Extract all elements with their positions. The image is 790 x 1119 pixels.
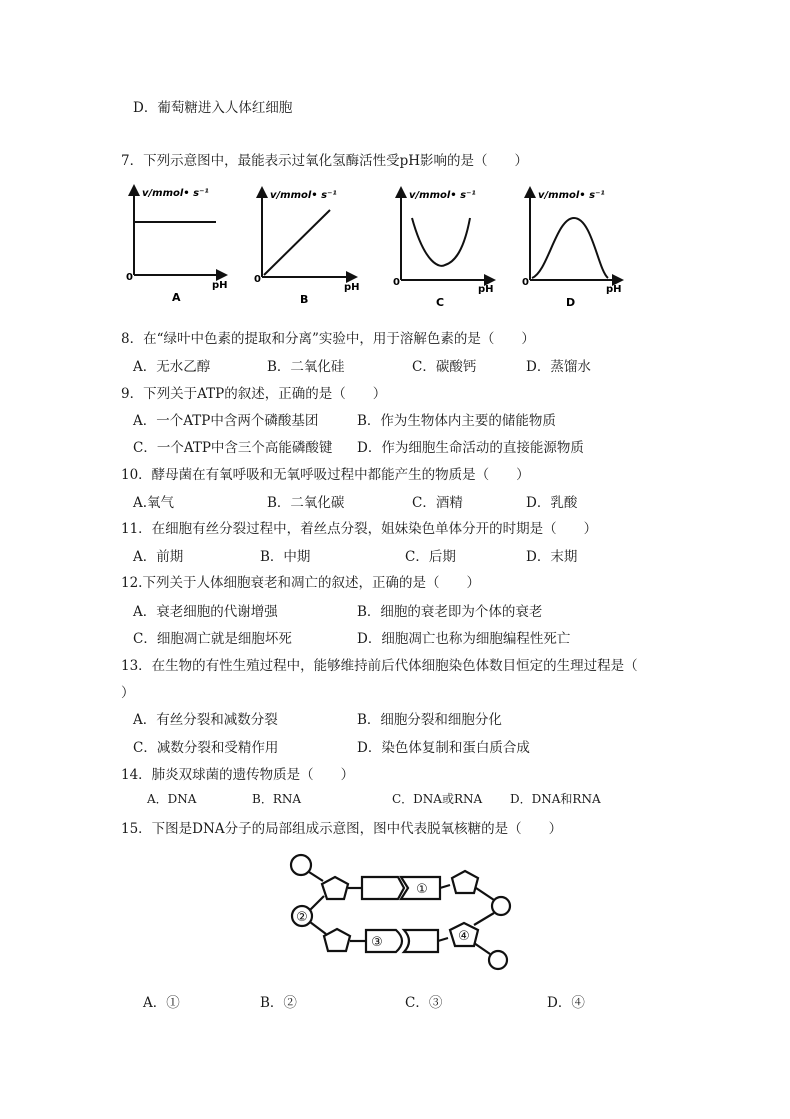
dna-diagram [280,848,540,978]
q9-option-d: D．作为细胞生命活动的直接能源物质 [357,440,584,456]
q13-option-a: A．有丝分裂和减数分裂 [133,712,278,728]
q12-option-b: B．细胞的衰老即为个体的衰老 [357,604,543,620]
q14-option-c: C．DNA或RNA [392,792,483,806]
q11-option-b: B．中期 [260,549,311,565]
graph-b-origin: 0 [254,274,261,285]
graph-d-xlabel: pH [606,284,622,295]
graph-c-xlabel: pH [478,284,494,295]
q7-stem: 7．下列示意图中，最能表示过氧化氢酶活性受pH影响的是（ ） [121,153,529,169]
q12-stem: 12.下列关于人体细胞衰老和凋亡的叙述，正确的是（ ） [121,575,480,591]
q7-graphs [0,180,790,320]
graph-d [522,190,622,309]
dna-label-3: ③ [371,935,383,950]
graph-a [126,188,228,304]
graph-c-origin: 0 [393,277,400,288]
graph-b [254,190,360,306]
graph-d-origin: 0 [522,277,529,288]
q10-option-d: D．乳酸 [526,495,578,511]
q14-option-d: D．DNA和RNA [510,792,601,806]
q11-stem: 11．在细胞有丝分裂过程中，着丝点分裂，姐妹染色单体分开的时期是（ ） [121,521,598,537]
graph-b-xlabel: pH [344,282,360,293]
q13-option-c: C．减数分裂和受精作用 [133,740,279,756]
q13-option-d: D．染色体复制和蛋白质合成 [357,740,530,756]
q15-option-b: B．② [260,995,297,1011]
graph-c-ylabel: v/mmol• s⁻¹ [409,190,476,201]
graph-a-origin: 0 [126,272,133,283]
q11-option-a: A．前期 [133,549,184,565]
graph-a-xlabel: pH [212,280,228,291]
q9-stem: 9．下列关于ATP的叙述，正确的是（ ） [121,386,387,402]
q6-option-d: D．葡萄糖进入人体红细胞 [133,100,293,116]
dna-label-4: ④ [458,929,470,944]
q11-option-d: D．末期 [526,549,578,565]
q10-option-c: C．酒精 [412,495,463,511]
q13-stem-cont: ） [121,685,135,701]
q13-option-b: B．细胞分裂和细胞分化 [357,712,502,728]
q15-stem: 15．下图是DNA分子的局部组成示意图，图中代表脱氧核糖的是（ ） [121,821,563,837]
q10-option-a: A.氧气 [133,495,175,511]
graph-d-ylabel: v/mmol• s⁻¹ [538,190,605,201]
q9-option-c: C．一个ATP中含三个高能磷酸键 [133,440,333,456]
q12-option-a: A．衰老细胞的代谢增强 [133,604,278,620]
q13-stem: 13．在生物的有性生殖过程中，能够维持前后代体细胞染色体数目恒定的生理过程是（ [121,658,638,674]
q10-option-b: B．二氧化碳 [267,495,345,511]
graph-b-label: B [300,293,309,306]
q14-stem: 14．肺炎双球菌的遗传物质是（ ） [121,767,355,783]
q11-option-c: C．后期 [405,549,456,565]
q14-option-b: B．RNA [252,792,302,806]
q15-option-d: D．④ [547,995,585,1011]
q8-option-a: A．无水乙醇 [133,359,211,375]
q9-option-b: B．作为生物体内主要的储能物质 [357,413,556,429]
graph-c-label: C [436,296,445,309]
graph-a-label: A [172,291,181,304]
q12-option-c: C．细胞凋亡就是细胞坏死 [133,631,292,647]
q10-stem: 10．酵母菌在有氧呼吸和无氧呼吸过程中都能产生的物质是（ ） [121,467,530,483]
q12-option-d: D．细胞凋亡也称为细胞编程性死亡 [357,631,571,647]
dna-label-1: ① [416,882,428,897]
q8-option-b: B．二氧化硅 [267,359,345,375]
graph-b-ylabel: v/mmol• s⁻¹ [270,190,337,201]
q15-option-c: C．③ [405,995,443,1011]
q9-option-a: A．一个ATP中含两个磷酸基团 [133,413,319,429]
graph-c [393,190,494,309]
q8-stem: 8．在“绿叶中色素的提取和分离”实验中，用于溶解色素的是（ ） [121,331,535,347]
q8-option-d: D．蒸馏水 [526,359,591,375]
q8-option-c: C．碳酸钙 [412,359,477,375]
q14-option-a: A．DNA [147,792,197,806]
graph-a-ylabel: v/mmol• s⁻¹ [142,188,209,199]
graph-d-label: D [566,296,576,309]
q15-option-a: A．① [143,995,180,1011]
dna-label-2: ② [296,910,308,925]
